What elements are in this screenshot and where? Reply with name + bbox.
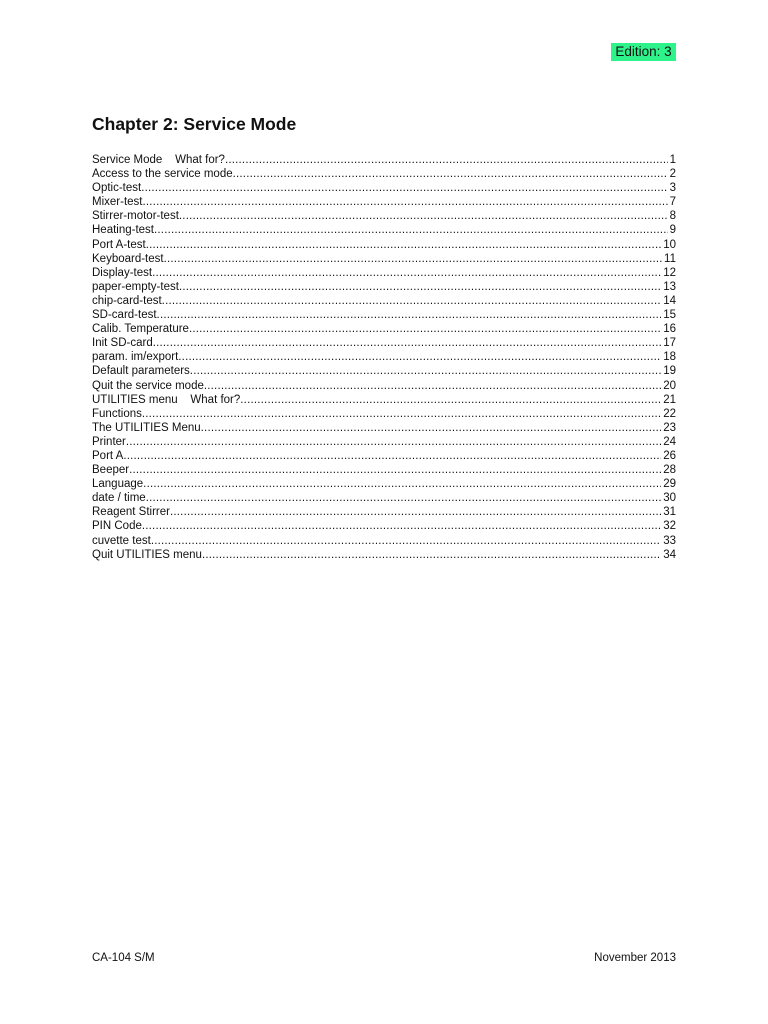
toc-entry[interactable] [92, 336, 676, 350]
toc-entry-label: cuvette test [92, 534, 151, 547]
toc-entry[interactable] [92, 322, 676, 336]
toc-entry[interactable] [92, 463, 676, 477]
toc-entry[interactable] [92, 435, 676, 449]
toc-dot-leader [225, 153, 668, 167]
toc-entry-page-number: 29 [663, 478, 676, 491]
toc-entry[interactable] [92, 209, 676, 223]
toc-entry-label: Init SD-card [92, 337, 153, 350]
toc-entry-page-number: 23 [663, 421, 676, 434]
table-of-contents [92, 153, 676, 562]
toc-entry-label: Language [92, 478, 144, 491]
toc-dot-leader [157, 308, 662, 322]
toc-entry-page-number: 11 [664, 252, 676, 265]
chapter-title: Chapter 2: Service Mode [92, 114, 297, 134]
toc-entry-page-number: 9 [669, 224, 676, 237]
toc-entry-label: Default parameters [92, 365, 190, 378]
toc-dot-leader [126, 435, 661, 449]
toc-dot-leader [146, 238, 662, 252]
toc-entry[interactable] [92, 350, 676, 364]
toc-entry-page-number: 18 [663, 351, 676, 364]
toc-entry-label: date / time [92, 492, 146, 505]
toc-entry-label: Reagent Stirrer [92, 506, 170, 519]
toc-entry-page-number: 3 [669, 182, 676, 195]
toc-entry[interactable] [92, 294, 676, 308]
toc-entry[interactable] [92, 548, 676, 562]
toc-entry-label: Keyboard-test [92, 252, 164, 265]
toc-entry[interactable] [92, 238, 676, 252]
toc-entry[interactable] [92, 181, 676, 195]
toc-entry-label: The UTILITIES Menu [92, 421, 201, 434]
toc-entry-page-number: 15 [663, 309, 676, 322]
toc-entry-page-number: 33 [663, 534, 676, 547]
toc-dot-leader [240, 393, 661, 407]
toc-dot-leader [164, 252, 662, 266]
toc-entry-label: param. im/export [92, 351, 179, 364]
toc-entry-page-number: 26 [663, 449, 676, 462]
toc-entry[interactable] [92, 153, 676, 167]
footer-date: November 2013 [594, 952, 676, 964]
toc-entry[interactable] [92, 280, 676, 294]
toc-entry-label: UTILITIES menu What for? [92, 393, 241, 406]
toc-entry[interactable] [92, 534, 676, 548]
toc-entry-page-number: 31 [663, 506, 676, 519]
toc-dot-leader [190, 364, 661, 378]
toc-dot-leader [151, 534, 661, 548]
toc-entry-label: Port A-test [92, 238, 146, 251]
toc-entry-page-number: 12 [663, 266, 676, 279]
toc-dot-leader [162, 294, 662, 308]
toc-dot-leader [152, 266, 661, 280]
toc-dot-leader [123, 449, 661, 463]
toc-entry[interactable] [92, 195, 676, 209]
toc-entry-label: Mixer-test [92, 196, 143, 209]
toc-entry-label: Access to the service mode [92, 168, 233, 181]
toc-dot-leader [142, 195, 667, 209]
toc-dot-leader [143, 477, 661, 491]
toc-dot-leader [141, 181, 667, 195]
toc-dot-leader [170, 505, 661, 519]
toc-entry[interactable] [92, 421, 676, 435]
toc-dot-leader [202, 548, 661, 562]
toc-entry-label: Quit the service mode [92, 379, 204, 392]
toc-dot-leader [179, 209, 668, 223]
toc-entry[interactable] [92, 449, 676, 463]
toc-entry-page-number: 19 [663, 365, 676, 378]
toc-entry-label: Heating-test [92, 224, 155, 237]
toc-dot-leader [153, 336, 661, 350]
toc-entry-page-number: 2 [669, 168, 676, 181]
toc-dot-leader [204, 379, 661, 393]
toc-entry-label: Stirrer-motor-test [92, 210, 179, 223]
toc-entry[interactable] [92, 252, 676, 266]
toc-entry[interactable] [92, 364, 676, 378]
toc-entry-page-number: 17 [663, 337, 676, 350]
toc-dot-leader [233, 167, 668, 181]
footer-document-id: CA-104 S/M [92, 952, 155, 964]
toc-entry-label: Service Mode What for? [92, 154, 225, 166]
toc-entry-page-number: 32 [663, 520, 676, 533]
toc-entry-page-number: 7 [669, 196, 676, 209]
toc-entry[interactable] [92, 379, 676, 393]
toc-dot-leader [142, 407, 661, 421]
toc-entry-label: Calib. Temperature [92, 323, 189, 336]
toc-entry-page-number: 22 [663, 407, 676, 420]
toc-dot-leader [146, 491, 662, 505]
toc-entry-page-number: 14 [663, 294, 676, 307]
toc-entry[interactable] [92, 519, 676, 533]
toc-dot-leader [179, 280, 661, 294]
toc-entry[interactable] [92, 407, 676, 421]
toc-entry-label: Functions [92, 407, 142, 420]
toc-dot-leader [154, 223, 668, 237]
toc-entry-label: Port A [92, 449, 124, 462]
toc-entry-label: SD-card-test [92, 309, 157, 322]
toc-entry[interactable] [92, 223, 676, 237]
toc-dot-leader [178, 350, 661, 364]
toc-entry-label: Beeper [92, 464, 130, 477]
toc-entry[interactable] [92, 167, 676, 181]
toc-entry-label: chip-card-test [92, 294, 162, 307]
toc-entry[interactable] [92, 393, 676, 407]
toc-entry-page-number: 24 [663, 435, 676, 448]
toc-entry-label: Display-test [92, 266, 153, 279]
toc-entry-page-number: 28 [663, 464, 676, 477]
toc-entry-page-number: 13 [663, 280, 676, 293]
toc-entry-page-number: 21 [663, 393, 676, 406]
toc-dot-leader [129, 463, 661, 477]
toc-entry-page-number: 10 [663, 238, 676, 251]
toc-entry-page-number: 8 [669, 210, 676, 223]
toc-entry-page-number: 30 [663, 492, 676, 505]
toc-entry[interactable] [92, 308, 676, 322]
toc-dot-leader [142, 519, 661, 533]
toc-entry[interactable] [92, 266, 676, 280]
toc-entry-page-number: 20 [663, 379, 676, 392]
edition-badge: Edition: 3 [611, 43, 676, 61]
toc-entry[interactable] [92, 477, 676, 491]
toc-entry-page-number: 1 [669, 154, 676, 166]
toc-entry-page-number: 16 [663, 323, 676, 336]
toc-entry-label: paper-empty-test [92, 280, 179, 293]
toc-entry-label: Printer [92, 435, 126, 448]
toc-dot-leader [189, 322, 661, 336]
toc-entry-label: Optic-test [92, 182, 142, 195]
toc-entry[interactable] [92, 491, 676, 505]
toc-dot-leader [201, 421, 662, 435]
toc-entry-label: PIN Code [92, 520, 142, 533]
toc-entry-page-number: 34 [663, 548, 676, 561]
toc-entry-label: Quit UTILITIES menu [92, 548, 202, 561]
toc-entry[interactable] [92, 505, 676, 519]
